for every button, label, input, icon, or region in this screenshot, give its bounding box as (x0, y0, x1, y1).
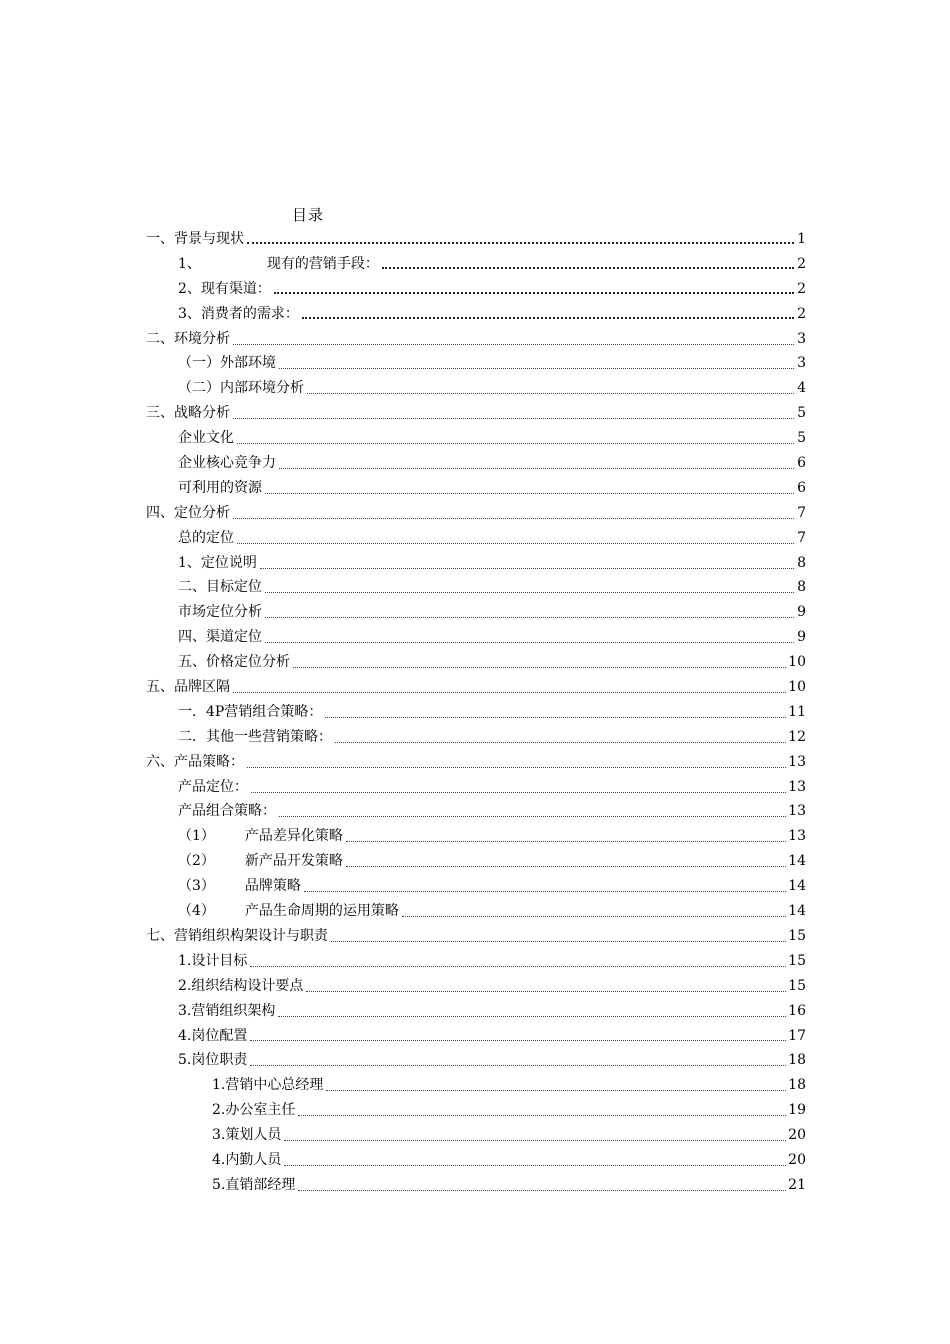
toc-entry-label: 三、战略分析 (146, 405, 230, 422)
toc-page-number: 6 (797, 479, 806, 496)
dot-leader (284, 1140, 786, 1141)
toc-page-number: 5 (797, 430, 806, 447)
toc-page-number: 11 (788, 703, 806, 720)
toc-entry-label: 企业文化 (178, 430, 234, 447)
toc-entry[interactable] (146, 376, 806, 401)
toc-page-number: 6 (797, 455, 806, 472)
toc-entry[interactable] (146, 849, 806, 874)
toc-page-number: 7 (797, 529, 806, 546)
toc-entry-label: 3.策划人员 (212, 1127, 282, 1144)
toc-entry[interactable] (146, 675, 806, 700)
toc-entry-label: 七、营销组织构架设计与职责 (146, 927, 328, 944)
toc-entry-label: 2.办公室主任 (212, 1102, 296, 1119)
toc-page-number: 21 (788, 1176, 806, 1193)
dot-leader (279, 368, 794, 369)
toc-page-number: 17 (788, 1027, 806, 1044)
dot-leader (331, 941, 786, 942)
dot-leader (250, 966, 786, 967)
toc-entry-label: （一）外部环境 (178, 355, 276, 372)
toc-page-number: 15 (788, 927, 806, 944)
dot-leader (326, 1090, 786, 1091)
dot-leader (306, 991, 786, 992)
toc-entry[interactable] (146, 725, 806, 750)
toc-page-number: 5 (797, 405, 806, 422)
toc-entry-label: （2） 新产品开发策略 (178, 853, 343, 870)
dot-leader (260, 568, 794, 569)
toc-page-number: 15 (788, 952, 806, 969)
toc-entry[interactable] (146, 600, 806, 625)
toc-entry[interactable] (146, 1073, 806, 1098)
dot-leader (307, 393, 794, 394)
toc-entry[interactable] (146, 974, 806, 999)
toc-entry[interactable] (146, 426, 806, 451)
dot-leader (265, 592, 794, 593)
toc-entry-label: （1） 产品差异化策略 (178, 828, 343, 845)
toc-entry[interactable] (146, 1173, 806, 1198)
toc-entry-label: 二、目标定位 (178, 579, 262, 596)
dot-leader (233, 518, 794, 519)
toc-page-number: 2 (797, 255, 806, 272)
dot-leader (274, 292, 794, 294)
dot-leader (237, 443, 794, 444)
toc-page-number: 10 (788, 679, 806, 696)
toc-page-number: 19 (788, 1102, 806, 1119)
toc-entry[interactable] (146, 401, 806, 426)
toc-page-number: 4 (797, 380, 806, 397)
dot-leader (346, 841, 786, 842)
dot-leader (284, 1165, 786, 1166)
toc-entry-label: 4.内勤人员 (212, 1151, 282, 1168)
dot-leader (233, 692, 786, 693)
toc-entry-label: 四、定位分析 (146, 504, 230, 521)
dot-leader (247, 767, 786, 768)
toc-entry[interactable] (146, 1098, 806, 1123)
toc-entry-label: 1.设计目标 (178, 952, 248, 969)
table-of-contents (146, 227, 806, 1198)
toc-title: 目录 (292, 206, 325, 224)
toc-page-number: 8 (797, 554, 806, 571)
toc-entry[interactable] (146, 999, 806, 1024)
toc-page-number: 16 (788, 1002, 806, 1019)
toc-entry[interactable] (146, 327, 806, 352)
toc-entry-label: 一、背景与现状 (146, 231, 244, 247)
dot-leader (250, 1040, 786, 1041)
dot-leader (265, 617, 794, 618)
toc-page-number: 15 (788, 977, 806, 994)
toc-entry-label: 2.组织结构设计要点 (178, 977, 304, 994)
toc-page-number: 2 (797, 305, 806, 322)
dot-leader (382, 267, 794, 269)
toc-entry-label: 1.营销中心总经理 (212, 1077, 324, 1094)
dot-leader (304, 891, 786, 892)
toc-entry-label: 可利用的资源 (178, 479, 262, 496)
toc-entry-label: 产品组合策略： (178, 803, 276, 820)
toc-entry-label: 1、定位说明 (178, 554, 257, 571)
toc-entry-label: 二．其他一些营销策略： (178, 728, 332, 745)
toc-entry-label: 市场定位分析 (178, 604, 262, 621)
toc-entry-label: 五、价格定位分析 (178, 654, 290, 671)
dot-leader (265, 642, 794, 643)
toc-entry[interactable] (146, 1123, 806, 1148)
toc-page-number: 9 (797, 629, 806, 646)
toc-page-number: 18 (788, 1077, 806, 1094)
toc-entry[interactable] (146, 351, 806, 376)
dot-leader (233, 344, 794, 345)
toc-entry-label: 产品定位： (178, 778, 248, 795)
toc-entry[interactable] (146, 1148, 806, 1173)
toc-page-number: 13 (788, 803, 806, 820)
toc-entry[interactable] (146, 700, 806, 725)
toc-entry[interactable] (146, 650, 806, 675)
toc-page-number: 14 (788, 903, 806, 920)
toc-entry-label: 企业核心竞争力 (178, 455, 276, 472)
dot-leader (298, 1190, 786, 1191)
toc-entry-label: 一．4P营销组合策略： (178, 703, 323, 720)
toc-entry[interactable] (146, 775, 806, 800)
toc-entry[interactable] (146, 252, 806, 277)
dot-leader (247, 242, 794, 244)
toc-page-number: 7 (797, 504, 806, 521)
toc-entry[interactable] (146, 451, 806, 476)
toc-entry-label: 3.营销组织架构 (178, 1002, 276, 1019)
toc-page-number: 12 (788, 728, 806, 745)
toc-entry-label: 5.岗位职责 (178, 1052, 248, 1069)
toc-entry[interactable] (146, 501, 806, 526)
toc-page-number: 18 (788, 1052, 806, 1069)
toc-page-number: 2 (797, 280, 806, 297)
toc-page-number: 3 (797, 355, 806, 372)
toc-page-number: 3 (797, 330, 806, 347)
toc-entry-label: 四、渠道定位 (178, 629, 262, 646)
toc-page-number: 20 (788, 1151, 806, 1168)
dot-leader (233, 418, 794, 419)
toc-entry[interactable] (146, 824, 806, 849)
toc-entry[interactable] (146, 227, 806, 252)
dot-leader (279, 468, 794, 469)
toc-entry-label: 4.岗位配置 (178, 1027, 248, 1044)
toc-entry[interactable] (146, 1024, 806, 1049)
toc-page-number: 10 (788, 654, 806, 671)
dot-leader (402, 916, 786, 917)
toc-entry[interactable] (146, 476, 806, 501)
toc-page-number: 14 (788, 878, 806, 895)
toc-entry-label: 1、 现有的营销手段： (178, 255, 379, 272)
dot-leader (346, 866, 786, 867)
toc-entry-label: 5.直销部经理 (212, 1176, 296, 1193)
toc-entry-label: 2、现有渠道： (178, 280, 271, 297)
toc-entry[interactable] (146, 874, 806, 899)
toc-entry-label: （二）内部环境分析 (178, 380, 304, 397)
dot-leader (335, 742, 786, 743)
toc-page-number: 13 (788, 753, 806, 770)
dot-leader (298, 1115, 786, 1116)
toc-entry[interactable] (146, 899, 806, 924)
toc-entry[interactable] (146, 575, 806, 600)
toc-page-number: 20 (788, 1127, 806, 1144)
dot-leader (293, 667, 786, 668)
toc-page-number: 13 (788, 778, 806, 795)
dot-leader (278, 1016, 786, 1017)
toc-entry[interactable] (146, 750, 806, 775)
dot-leader (250, 1065, 786, 1066)
toc-entry[interactable] (146, 625, 806, 650)
dot-leader (302, 317, 794, 319)
toc-entry[interactable] (146, 551, 806, 576)
toc-page-number: 13 (788, 828, 806, 845)
toc-entry-label: 六、产品策略： (146, 753, 244, 770)
toc-entry-label: （4） 产品生命周期的运用策略 (178, 903, 399, 920)
toc-page-number: 9 (797, 604, 806, 621)
toc-entry-label: 3、消费者的需求： (178, 305, 299, 322)
toc-entry[interactable] (146, 302, 806, 327)
dot-leader (279, 816, 786, 817)
toc-entry-label: 二、环境分析 (146, 330, 230, 347)
toc-entry-label: 总的定位 (178, 529, 234, 546)
dot-leader (251, 792, 786, 793)
toc-entry[interactable] (146, 277, 806, 302)
toc-page-number: 8 (797, 579, 806, 596)
toc-entry-label: （3） 品牌策略 (178, 878, 301, 895)
toc-entry[interactable] (146, 1048, 806, 1073)
dot-leader (237, 543, 794, 544)
toc-page-number: 14 (788, 853, 806, 870)
toc-entry-label: 五、品牌区隔 (146, 679, 230, 696)
toc-entry[interactable] (146, 799, 806, 824)
toc-entry[interactable] (146, 924, 806, 949)
toc-entry[interactable] (146, 949, 806, 974)
dot-leader (265, 493, 794, 494)
toc-page-number: 1 (797, 231, 806, 247)
toc-entry[interactable] (146, 526, 806, 551)
dot-leader (325, 717, 786, 718)
